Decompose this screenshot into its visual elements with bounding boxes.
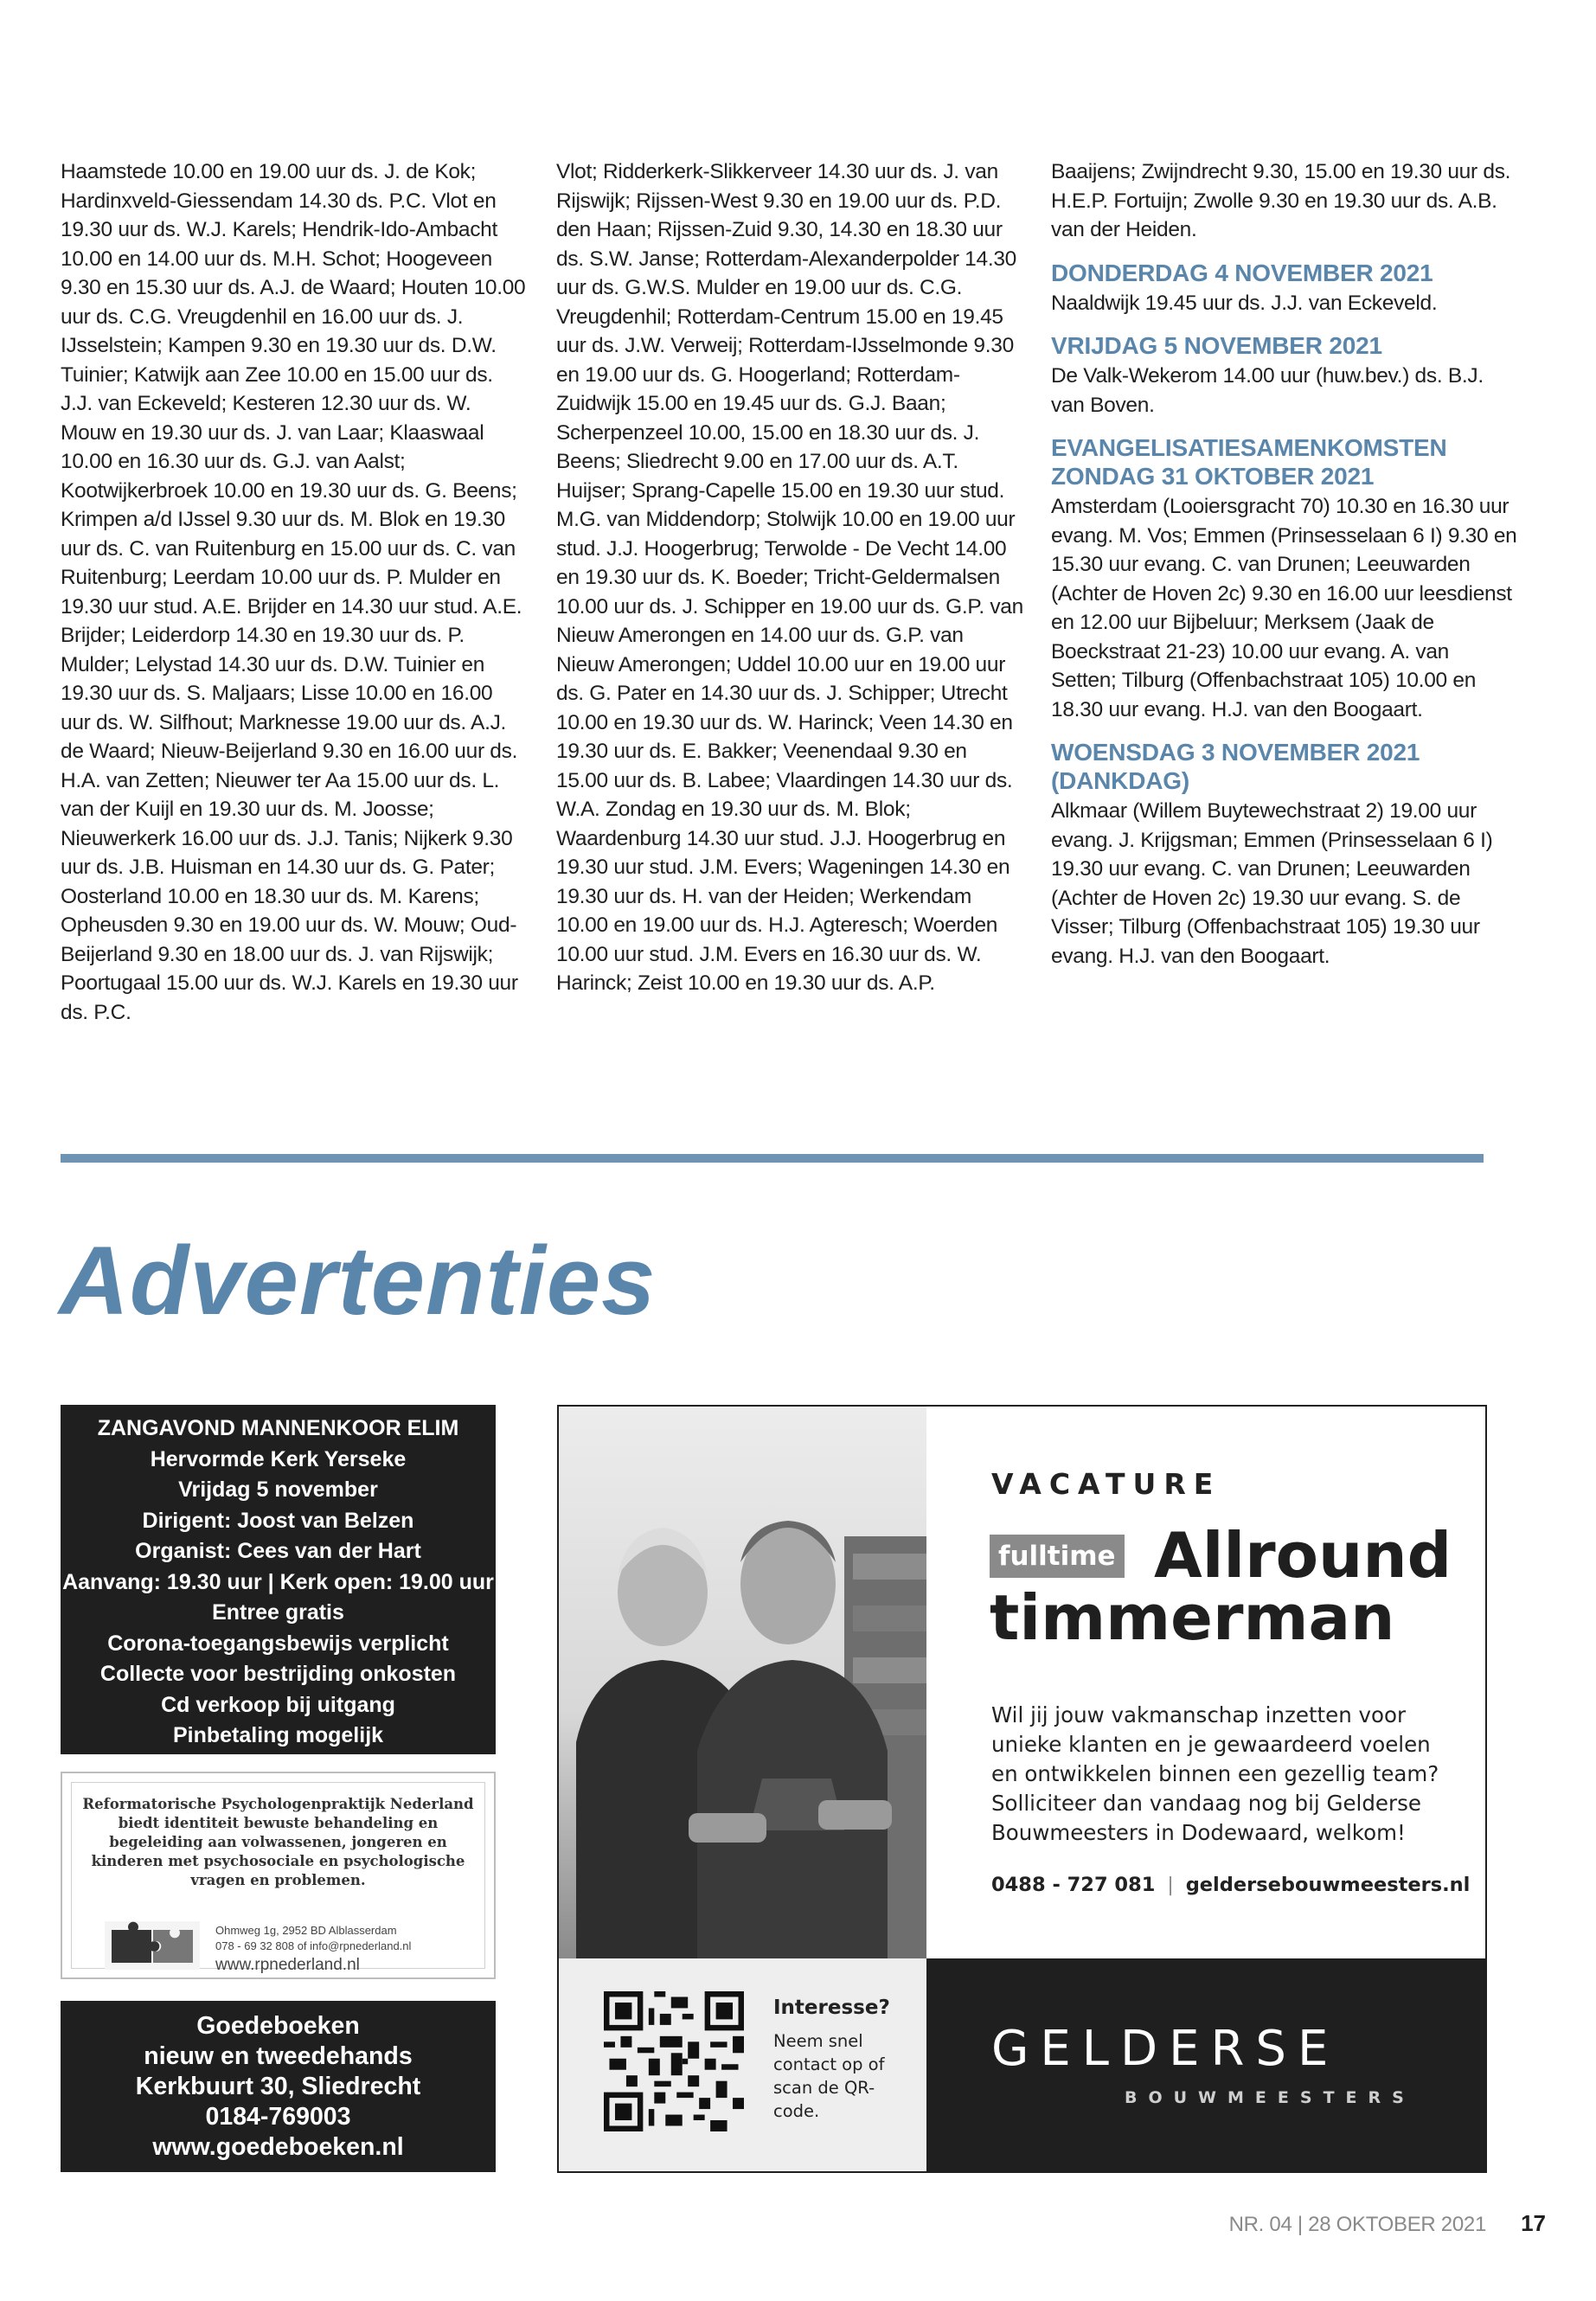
ad-line: nieuw en tweedehands: [144, 2042, 413, 2070]
listing-text: Vlot; Ridderkerk-Slikkerveer 14.30 uur ds. J. van Rijswijk; Rijssen-West 9.30 en 19.00 uur ds. P.D. den Haan; Rijssen-Zuid 9.30, 14.30 en 18.30 uur ds. S.W. Janse; Rotterdam-Alexanderpolder 14.30 uur ds. G.W.S. Mulder en 19.00 uur ds. C.G. Vreugdenhil; Rotterdam-Centrum 15.00 en 19.45 uur ds. J.W. Verweij; Rotterdam-IJsselmonde 9.30 en 19.00 uur ds. G. Hoogerland; Rotterdam-Zuidwijk 15.00 en 19.45 uur ds. G.J. Baan; Scherpenzeel 10.00, 15.00 en 18.30 uur ds. J. Beens; Sliedrecht 9.00 en 17.00 uur ds. A.T. Huijser; Sprang-Capelle 15.00 en 19.30 uur stud. M.G. van Middendorp; Stolwijk 10.00 en 19.00 uur stud. J.J. Hoogerbrug; Terwolde - De Vecht 14.00 en 19.30 uur ds. K. Boeder; Tricht-Geldermalsen 10.00 uur ds. J. Schipper en 19.00 uur ds. G.P. van Nieuw Amerongen en 14.00 uur ds. G.P. van Nieuw Amerongen; Uddel 10.00 uur en 19.00 uur ds. G. Pater en 14.30 uur ds. J. Schipper; Utrecht 10.00 en 19.30 uur ds. W. Harinck; Veen 14.30 en 19.30 uur ds. E. Bakker; Veenendaal 9.30 en 15.00 uur ds. B. Labee; Vlaardingen 14.30 uur ds. W.A. Zondag en 19.30 uur ds. M. Blok; Waardenburg 14.30 uur stud. J.J. Hoogerbrug en 19.30 uur stud. J.M. Evers; Wageningen 14.30 en 19.30 uur ds. H. van der Heiden; Werkendam 10.00 en 19.00 uur ds. H.J. Agteresch; Woerden 10.00 uur stud. J.M. Evers en 16.30 uur ds. W. Harinck; Zeist 10.00 en 19.30 uur ds. A.P.: [556, 160, 1023, 995]
section-heading: VRIJDAG 5 NOVEMBER 2021: [1051, 332, 1382, 359]
ad-line: 0184-769003: [205, 2103, 351, 2131]
ad-line: Cd verkoop bij uitgang: [161, 1692, 395, 1717]
vacature-label: VACATURE: [991, 1467, 1221, 1501]
qr-panel: [559, 1958, 926, 2171]
ad-website-link[interactable]: www.goedeboeken.nl: [152, 2133, 404, 2161]
brand-name: GELDERSE: [991, 2021, 1340, 2077]
website-link[interactable]: geldersebouwmeesters.nl: [1185, 1874, 1471, 1896]
section-text: De Valk-Wekerom 14.00 uur (huw.bev.) ds. B.J. van Boven.: [1051, 364, 1484, 417]
ad-line: Entree gratis: [212, 1600, 344, 1625]
section-text: Amsterdam (Looiersgracht 70) 10.30 en 16.30 uur evang. M. Vos; Emmen (Prinsesselaan 6 I) 9.30 en 15.30 uur evang. C. van Drunen; Leeuwarden (Achter de Hoven 2c) 9.30 en 16.00 uur leesdienst en 12.00 uur Bijbeluur; Merksem (Jaak de Boeckstraat 21-23) 10.00 uur evang. A. van Setten; Tilburg (Offenbachstraat 105) 10.00 en 18.30 uur evang. H.J. van den Boogaart.: [1051, 495, 1517, 721]
section-heading: EVANGELISATIESAMENKOMSTEN ZONDAG 31 OKTOBER 2021: [1051, 434, 1447, 490]
listing-column-2: [556, 157, 1023, 998]
ad-line: Dirigent: Joost van Belzen: [142, 1508, 414, 1533]
brand-subtitle: BOUWMEESTERS: [1125, 2088, 1415, 2107]
section-heading: DONDERDAG 4 NOVEMBER 2021: [1051, 259, 1433, 286]
ad-text: Reformatorische Psychologenpraktijk Nederland biedt identiteit bewuste behandeling en begeleiding aan volwassenen, jongeren en kinderen met psychosociale en psychologische vragen en problemen.: [82, 1796, 474, 1888]
ad-line: Hervormde Kerk Yerseke: [150, 1446, 407, 1471]
address-line: Ohmweg 1g, 2952 BD Alblasserdam: [215, 1924, 397, 1937]
ad-line: Goedeboeken: [196, 2012, 360, 2040]
phone-number[interactable]: 0488 - 727 081: [991, 1874, 1156, 1896]
ad-rpnederland: [61, 1772, 496, 1979]
section-text: Naaldwijk 19.45 uur ds. J.J. van Eckeveld.: [1051, 291, 1438, 315]
ad-website-link[interactable]: www.rpnederland.nl: [215, 1956, 360, 1974]
ad-line: Corona-toegangsbewijs verplicht: [107, 1631, 449, 1656]
job-description: Wil jij jouw vakmanschap inzetten voor unieke klanten en je gewaardeerd voelen en ontwikkelen binnen een gezellig team? Solliciteer dan vandaag nog bij Gelderse Bouwmeesters in Dodewaard, welkom!: [991, 1702, 1439, 1845]
puzzle-logo-icon: [105, 1921, 200, 1970]
ad-line: Collecte voor bestrijding onkosten: [99, 1662, 457, 1686]
interest-text: Neem snel contact op of scan de QR-code.: [773, 2031, 885, 2121]
ad-line: ZANGAVOND MANNENKOOR ELIM: [97, 1416, 459, 1440]
section-heading: WOENSDAG 3 NOVEMBER 2021 (DANKDAG): [1051, 739, 1420, 794]
section-text: Alkmaar (Willem Buytewechstraat 2) 19.00 uur evang. J. Krijgsman; Emmen (Prinsesselaan 6 I) 19.30 uur evang. C. van Drunen; Leeuwarden (Achter de Hoven 2c) 19.30 uur evang. S. de Visser; Tilburg (Offenbachstraat 105) 19.30 uur evang. H.J. van den Boogaart.: [1051, 799, 1493, 968]
issue-info: NR. 04 | 28 OKTOBER 2021: [1228, 2213, 1486, 2236]
ad-line: Vrijdag 5 november: [178, 1477, 378, 1502]
ad-goedeboeken: [61, 2001, 496, 2172]
ad-zangavond: [61, 1405, 496, 1754]
contact-line: 078 - 69 32 808 of info@rpnederland.nl: [215, 1939, 412, 1952]
workers-photo: [559, 1407, 926, 1958]
listing-column-3: [1051, 157, 1518, 971]
contact-line: [991, 1874, 1470, 1896]
page-title: Advertenties: [59, 1227, 657, 1335]
job-title-line1: Allround: [1154, 1519, 1452, 1592]
brand-panel: [926, 1958, 1485, 2171]
job-title-line2: timmerman: [990, 1581, 1395, 1654]
ad-frame: [71, 1782, 485, 1974]
listing-column-1: [61, 157, 528, 1027]
ad-vacature: [557, 1405, 1487, 2173]
fulltime-badge: fulltime: [990, 1535, 1125, 1578]
listing-text: Haamstede 10.00 en 19.00 uur ds. J. de Kok; Hardinxveld-Giessendam 14.30 ds. P.C. Vlot en 19.30 uur ds. W.J. Karels; Hendrik-Ido-Ambacht 10.00 en 14.00 uur ds. M.H. Schot; Hoogeveen 9.30 en 15.30 uur ds. A.J. de Waard; Houten 10.00 uur ds. C.G. Vreugdenhil en 16.00 uur ds. J. IJsselstein; Kampen 9.30 en 19.30 uur ds. D.W. Tuinier; Katwijk aan Zee 10.00 en 15.00 uur ds. J.J. van Eckeveld; Kesteren 12.30 uur ds. W. Mouw en 19.30 uur ds. J. van Laar; Klaaswaal 10.00 en 16.30 uur ds. G.J. van Aalst; Kootwijkerbroek 10.00 en 19.30 uur ds. G. Beens; Krimpen a/d IJssel 9.30 uur ds. M. Blok en 19.30 uur ds. C. van Ruitenburg en 15.00 uur ds. C. van Ruitenburg; Leerdam 10.00 uur ds. P. Mulder en 19.30 uur stud. A.E. Brijder en 14.30 uur stud. A.E. Brijder; Leiderdorp 14.30 en 19.30 uur ds. P. Mulder; Lelystad 14.30 uur ds. D.W. Tuinier en 19.30 uur ds. S. Maljaars; Lisse 10.00 en 16.00 uur ds. W. Silfhout; Marknesse 19.00 uur ds. A.J. de Waard; Nieuw-Beijerland 9.30 en 16.00 uur ds. H.A. van Zetten; Nieuwer ter Aa 15.00 uur ds. L. van der Kuijl en 19.30 uur ds. M. Joosse; Nieuwerkerk 16.00 uur ds. J.J. Tanis; Nijkerk 9.30 uur ds. J.B. Huisman en 14.30 uur ds. G. Pater; Oosterland 10.00 en 18.30 uur ds. M. Karens; Opheusden 9.30 en 19.00 uur ds. W. Mouw; Oud-Beijerland 9.30 en 18.00 uur ds. J. van Rijswijk; Poortugaal 15.00 uur ds. W.J. Karels en 19.30 uur ds. P.C.: [61, 160, 526, 1024]
ad-footer-band: [559, 1958, 1485, 2171]
page-number: 17: [1521, 2210, 1546, 2236]
ad-line: Organist: Cees van der Hart: [135, 1539, 421, 1563]
separator: |: [1167, 1874, 1174, 1896]
qr-code-icon[interactable]: [604, 1991, 744, 2131]
section-divider: [61, 1154, 1484, 1163]
ad-line: Pinbetaling mogelijk: [172, 1723, 384, 1747]
ad-line: Aanvang: 19.30 uur | Kerk open: 19.00 uur: [62, 1569, 494, 1594]
ad-line: Kerkbuurt 30, Sliedrecht: [135, 2073, 421, 2100]
interest-heading: Interesse?: [773, 1997, 890, 2019]
listing-text: Baaijens; Zwijndrecht 9.30, 15.00 en 19.30 uur ds. H.E.P. Fortuijn; Zwolle 9.30 en 19.30 uur ds. A.B. van der Heiden.: [1051, 160, 1511, 241]
ad-address: [215, 1923, 411, 1954]
